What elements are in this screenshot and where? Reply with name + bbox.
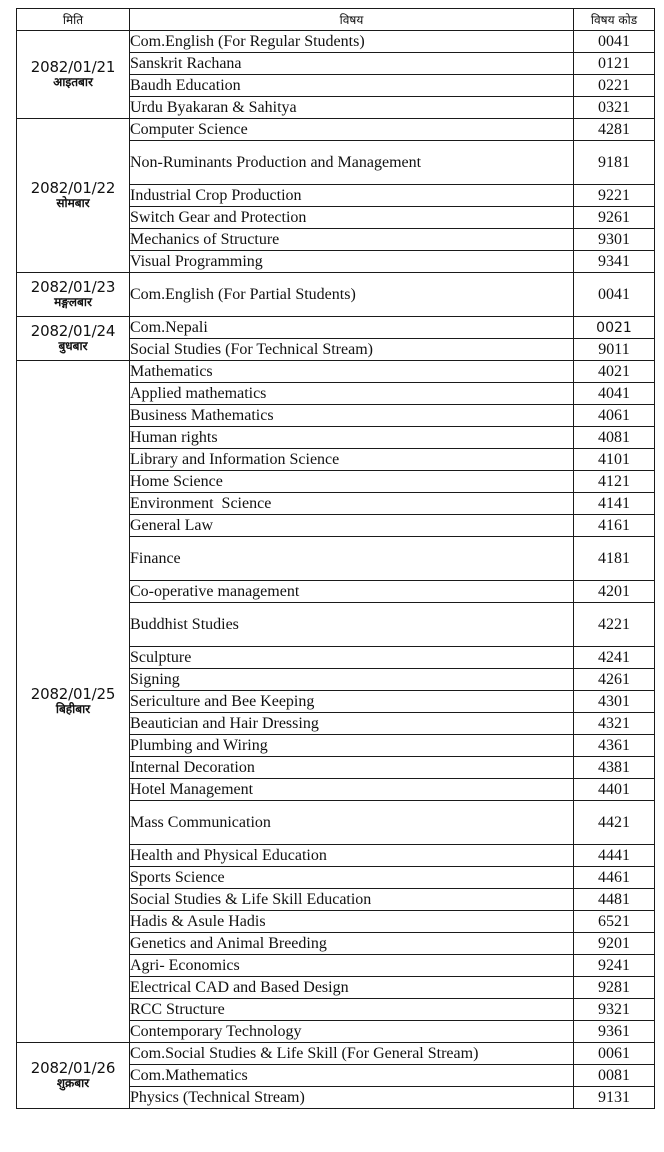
subject-cell: Internal Decoration	[130, 757, 574, 779]
code-cell: 4201	[574, 581, 655, 603]
code-cell: 4161	[574, 515, 655, 537]
subject-cell: Environment Science	[130, 493, 574, 515]
table-row	[17, 317, 655, 339]
subject-cell: Human rights	[130, 427, 574, 449]
subject-cell: Com.Nepali	[130, 317, 574, 339]
subject-cell: Applied mathematics	[130, 383, 574, 405]
code-cell: 0221	[574, 75, 655, 97]
code-cell: 4401	[574, 779, 655, 801]
subject-cell: Library and Information Science	[130, 449, 574, 471]
date-cell	[17, 273, 130, 317]
code-cell: 4361	[574, 735, 655, 757]
table-row	[17, 31, 655, 53]
subject-cell: Agri- Economics	[130, 955, 574, 977]
code-cell: 4181	[574, 537, 655, 581]
exam-routine-table	[16, 8, 655, 1109]
code-cell: 9301	[574, 229, 655, 251]
date-cell	[17, 1043, 130, 1109]
subject-cell: Business Mathematics	[130, 405, 574, 427]
exam-date: 2082/01/22	[30, 179, 116, 198]
exam-date: 2082/01/23	[30, 278, 116, 297]
code-cell: 4261	[574, 669, 655, 691]
subject-cell: Com.Mathematics	[130, 1065, 574, 1087]
code-cell: 4041	[574, 383, 655, 405]
code-cell: 9201	[574, 933, 655, 955]
table-row	[17, 273, 655, 317]
code-cell: 4481	[574, 889, 655, 911]
subject-cell: Mathematics	[130, 361, 574, 383]
subject-cell: Buddhist Studies	[130, 603, 574, 647]
code-cell: 4081	[574, 427, 655, 449]
subject-cell: Com.English (For Partial Students)	[130, 273, 574, 317]
subject-cell: Co-operative management	[130, 581, 574, 603]
code-cell: 9281	[574, 977, 655, 999]
code-cell: 4121	[574, 471, 655, 493]
code-cell: 4441	[574, 845, 655, 867]
subject-cell: Electrical CAD and Based Design	[130, 977, 574, 999]
code-cell: 0061	[574, 1043, 655, 1065]
date-cell	[17, 31, 130, 119]
subject-cell: Computer Science	[130, 119, 574, 141]
code-cell: 9181	[574, 141, 655, 185]
exam-date: 2082/01/25	[30, 685, 116, 704]
code-cell: 4021	[574, 361, 655, 383]
subject-cell: Industrial Crop Production	[130, 185, 574, 207]
code-cell: 0041	[574, 273, 655, 317]
subject-cell: Social Studies (For Technical Stream)	[130, 339, 574, 361]
subject-cell: Plumbing and Wiring	[130, 735, 574, 757]
exam-date: 2082/01/21	[30, 58, 116, 77]
exam-day: बिहीबार	[55, 702, 91, 717]
subject-cell: Urdu Byakaran & Sahitya	[130, 97, 574, 119]
code-cell: 0321	[574, 97, 655, 119]
subject-cell: Sculpture	[130, 647, 574, 669]
code-cell: 4321	[574, 713, 655, 735]
code-cell: 9341	[574, 251, 655, 273]
code-cell: 4061	[574, 405, 655, 427]
code-cell: 4141	[574, 493, 655, 515]
code-cell: 9241	[574, 955, 655, 977]
table-row	[17, 361, 655, 383]
code-cell: 4101	[574, 449, 655, 471]
code-cell: 0021	[574, 317, 655, 339]
code-cell: 9221	[574, 185, 655, 207]
exam-date: 2082/01/24	[30, 322, 116, 341]
header-subject: विषय	[130, 9, 574, 31]
code-cell: 9361	[574, 1021, 655, 1043]
subject-cell: Social Studies & Life Skill Education	[130, 889, 574, 911]
subject-cell: Baudh Education	[130, 75, 574, 97]
subject-cell: Signing	[130, 669, 574, 691]
subject-cell: Genetics and Animal Breeding	[130, 933, 574, 955]
code-cell: 4461	[574, 867, 655, 889]
header-date: मिति	[17, 9, 130, 31]
code-cell: 6521	[574, 911, 655, 933]
code-cell: 0041	[574, 31, 655, 53]
exam-day: शुक्रबार	[56, 1076, 90, 1091]
subject-cell: Mechanics of Structure	[130, 229, 574, 251]
exam-day: बुधबार	[58, 339, 88, 354]
table-row	[17, 1043, 655, 1065]
code-cell: 0081	[574, 1065, 655, 1087]
subject-cell: RCC Structure	[130, 999, 574, 1021]
exam-day: मङ्गलबार	[54, 295, 92, 310]
code-cell: 0121	[574, 53, 655, 75]
code-cell: 9321	[574, 999, 655, 1021]
subject-cell: Sanskrit Rachana	[130, 53, 574, 75]
subject-cell: Hadis & Asule Hadis	[130, 911, 574, 933]
subject-cell: Non-Ruminants Production and Management	[130, 141, 574, 185]
code-cell: 9131	[574, 1087, 655, 1109]
code-cell: 9011	[574, 339, 655, 361]
date-cell	[17, 361, 130, 1043]
subject-cell: Hotel Management	[130, 779, 574, 801]
subject-cell: Com.Social Studies & Life Skill (For General Stream)	[130, 1043, 574, 1065]
subject-cell: Sports Science	[130, 867, 574, 889]
subject-cell: Health and Physical Education	[130, 845, 574, 867]
exam-day: आइतबार	[53, 75, 93, 90]
header-row	[17, 9, 655, 31]
subject-cell: General Law	[130, 515, 574, 537]
header-code: विषय कोड	[574, 9, 655, 31]
table-row	[17, 119, 655, 141]
subject-cell: Com.English (For Regular Students)	[130, 31, 574, 53]
code-cell: 4301	[574, 691, 655, 713]
code-cell: 4221	[574, 603, 655, 647]
code-cell: 9261	[574, 207, 655, 229]
date-cell	[17, 119, 130, 273]
subject-cell: Mass Communication	[130, 801, 574, 845]
subject-cell: Home Science	[130, 471, 574, 493]
subject-cell: Contemporary Technology	[130, 1021, 574, 1043]
date-cell	[17, 317, 130, 361]
subject-cell: Physics (Technical Stream)	[130, 1087, 574, 1109]
subject-cell: Finance	[130, 537, 574, 581]
subject-cell: Beautician and Hair Dressing	[130, 713, 574, 735]
subject-cell: Sericulture and Bee Keeping	[130, 691, 574, 713]
code-cell: 4281	[574, 119, 655, 141]
code-cell: 4381	[574, 757, 655, 779]
exam-day: सोमबार	[56, 196, 90, 211]
code-cell: 4241	[574, 647, 655, 669]
exam-date: 2082/01/26	[30, 1059, 116, 1078]
code-cell: 4421	[574, 801, 655, 845]
subject-cell: Visual Programming	[130, 251, 574, 273]
subject-cell: Switch Gear and Protection	[130, 207, 574, 229]
